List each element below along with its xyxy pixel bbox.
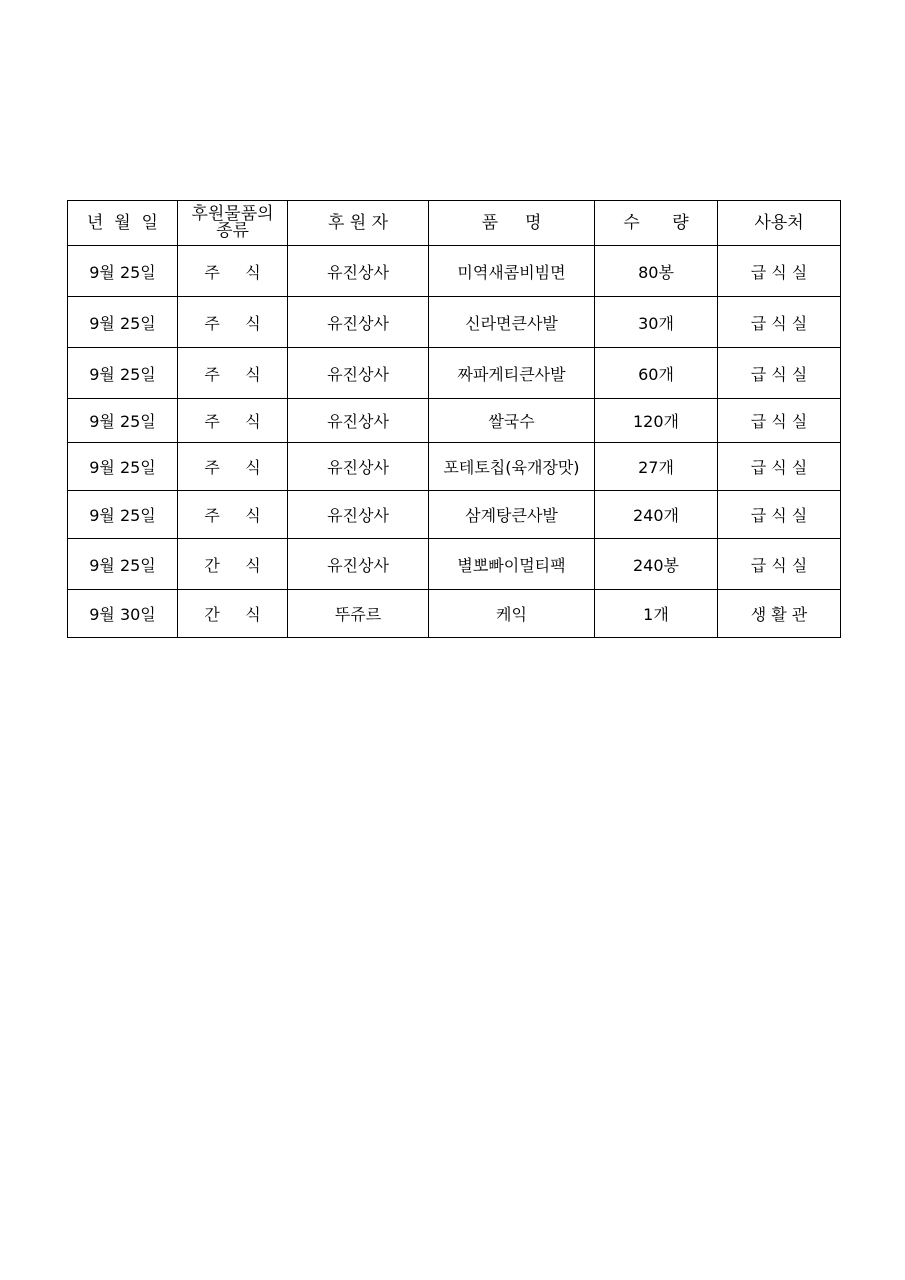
header-donor: 후 원 자 — [288, 201, 429, 246]
cell-category: 간 식 — [178, 539, 288, 590]
cell-item-name: 별뽀빠이멀티팩 — [429, 539, 595, 590]
cell-category: 주 식 — [178, 491, 288, 539]
cell-category: 주 식 — [178, 399, 288, 443]
cell-quantity: 1개 — [595, 590, 718, 638]
cell-quantity: 120개 — [595, 399, 718, 443]
cell-item-name: 쌀국수 — [429, 399, 595, 443]
cell-quantity: 27개 — [595, 443, 718, 491]
cell-category: 주 식 — [178, 297, 288, 348]
cell-date: 9월 25일 — [68, 246, 178, 297]
cell-donor: 유진상사 — [288, 399, 429, 443]
cell-category: 간 식 — [178, 590, 288, 638]
table-row — [68, 539, 841, 590]
cell-donor: 유진상사 — [288, 443, 429, 491]
header-destination: 사용처 — [718, 201, 841, 246]
cell-date: 9월 25일 — [68, 399, 178, 443]
cell-donor: 뚜쥬르 — [288, 590, 429, 638]
cell-date: 9월 25일 — [68, 491, 178, 539]
cell-date: 9월 30일 — [68, 590, 178, 638]
header-date: 년 월 일 — [68, 201, 178, 246]
cell-destination: 생 활 관 — [718, 590, 841, 638]
cell-quantity: 240개 — [595, 491, 718, 539]
cell-item-name: 삼계탕큰사발 — [429, 491, 595, 539]
header-row — [68, 201, 841, 246]
cell-donor: 유진상사 — [288, 539, 429, 590]
cell-category: 주 식 — [178, 348, 288, 399]
cell-donor: 유진상사 — [288, 297, 429, 348]
cell-destination: 급 식 실 — [718, 246, 841, 297]
cell-destination: 급 식 실 — [718, 539, 841, 590]
table-row — [68, 491, 841, 539]
cell-item-name: 짜파게티큰사발 — [429, 348, 595, 399]
table-row — [68, 348, 841, 399]
cell-date: 9월 25일 — [68, 443, 178, 491]
table-row — [68, 443, 841, 491]
header-category: 후원물품의 종류 — [178, 201, 288, 246]
cell-date: 9월 25일 — [68, 348, 178, 399]
table-row — [68, 399, 841, 443]
header-item-name: 품 명 — [429, 201, 595, 246]
cell-item-name: 케익 — [429, 590, 595, 638]
table-row — [68, 246, 841, 297]
cell-donor: 유진상사 — [288, 246, 429, 297]
cell-destination: 급 식 실 — [718, 348, 841, 399]
cell-donor: 유진상사 — [288, 491, 429, 539]
cell-category: 주 식 — [178, 246, 288, 297]
cell-item-name: 포테토칩(육개장맛) — [429, 443, 595, 491]
cell-date: 9월 25일 — [68, 297, 178, 348]
cell-quantity: 30개 — [595, 297, 718, 348]
cell-destination: 급 식 실 — [718, 297, 841, 348]
cell-item-name: 신라면큰사발 — [429, 297, 595, 348]
donation-table — [67, 200, 841, 638]
cell-donor: 유진상사 — [288, 348, 429, 399]
table-row — [68, 590, 841, 638]
cell-destination: 급 식 실 — [718, 443, 841, 491]
cell-destination: 급 식 실 — [718, 399, 841, 443]
cell-quantity: 80봉 — [595, 246, 718, 297]
table-row — [68, 297, 841, 348]
cell-quantity: 240봉 — [595, 539, 718, 590]
header-quantity: 수 량 — [595, 201, 718, 246]
cell-date: 9월 25일 — [68, 539, 178, 590]
cell-category: 주 식 — [178, 443, 288, 491]
cell-quantity: 60개 — [595, 348, 718, 399]
cell-item-name: 미역새콤비빔면 — [429, 246, 595, 297]
cell-destination: 급 식 실 — [718, 491, 841, 539]
